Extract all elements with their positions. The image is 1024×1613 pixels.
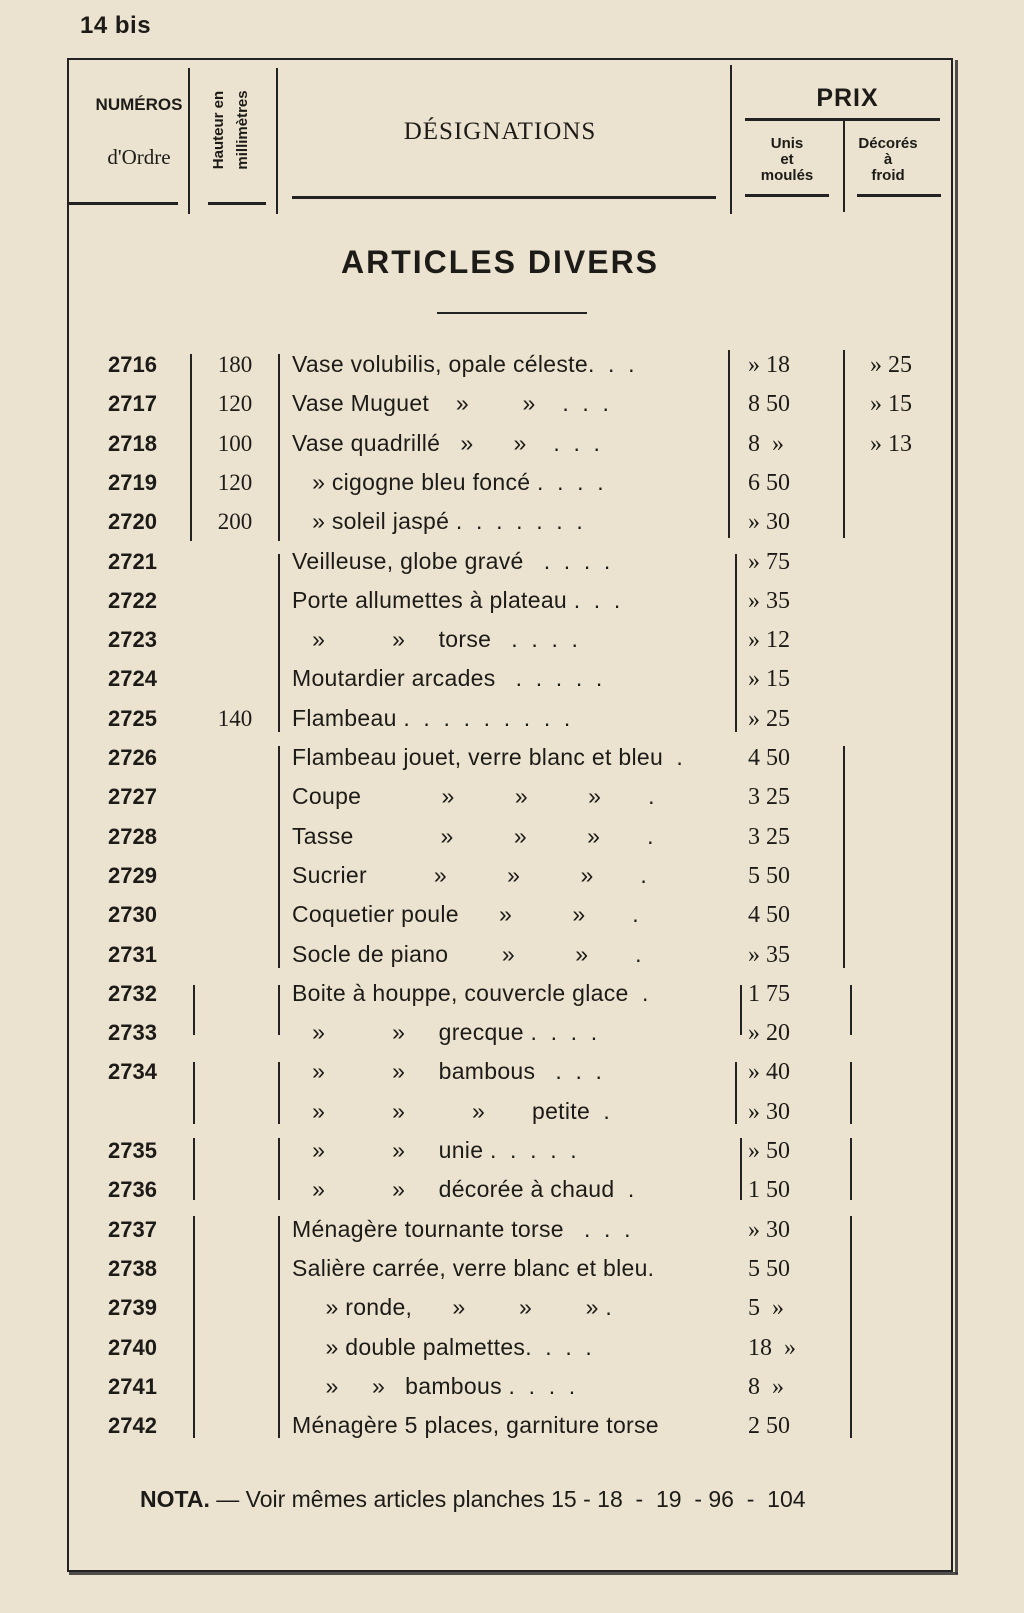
- price-unis: 1 50: [748, 1177, 790, 1204]
- item-height: 200: [217, 509, 253, 535]
- item-designation: Boite à houppe, couvercle glace .: [292, 979, 649, 1006]
- price-unis: » 30: [748, 1216, 790, 1243]
- table-row: [0, 820, 1024, 858]
- item-designation: Ménagère 5 places, garniture torse: [292, 1412, 659, 1439]
- item-number: 2716: [108, 352, 157, 377]
- item-number: 2722: [108, 587, 157, 613]
- item-height: 120: [217, 391, 253, 417]
- table-row: [0, 1409, 1024, 1447]
- item-designation: » » » petite .: [292, 1097, 611, 1124]
- item-number: 2734: [108, 1059, 157, 1085]
- item-designation: Sucrier » » » .: [292, 861, 648, 888]
- price-unis: » 75: [748, 548, 790, 575]
- price-unis: 5 50: [748, 862, 790, 889]
- table-row: [0, 780, 1024, 818]
- price-unis: » 25: [748, 705, 790, 732]
- item-designation: » » torse . . . .: [292, 626, 579, 653]
- item-number: 2724: [108, 666, 157, 692]
- table-row: [0, 702, 1024, 740]
- table-row: [0, 1016, 1024, 1054]
- item-number: 2740: [108, 1334, 157, 1360]
- item-number: 2732: [108, 980, 157, 1006]
- price-unis: » 35: [748, 941, 790, 968]
- item-number: 2736: [108, 1177, 157, 1203]
- header-divider: [843, 120, 845, 212]
- item-number: 2720: [108, 509, 157, 535]
- item-height: 120: [217, 469, 253, 495]
- prix-rule: [745, 118, 940, 121]
- header-divider: [730, 65, 732, 214]
- item-designation: Flambeau jouet, verre blanc et bleu .: [292, 744, 684, 770]
- price-unis: 5 50: [748, 1255, 790, 1282]
- header-prix: PRIX: [816, 84, 879, 112]
- item-number: 2728: [108, 823, 157, 849]
- table-row: [0, 1370, 1024, 1408]
- section-rule: [437, 312, 587, 314]
- item-height: 100: [217, 430, 253, 456]
- price-unis: » 20: [748, 1020, 790, 1047]
- item-designation: Socle de piano » » .: [292, 940, 642, 967]
- header-unis: Unis et moulés: [760, 135, 814, 184]
- item-number: 2733: [108, 1020, 157, 1046]
- item-designation: Vase volubilis, opale céleste. . .: [292, 351, 635, 377]
- price-unis: 2 50: [748, 1413, 790, 1440]
- price-unis: 3 25: [748, 784, 790, 811]
- price-decores: » 25: [870, 352, 912, 378]
- header-rule: [68, 202, 178, 205]
- table-row: [0, 1252, 1024, 1290]
- item-number: 2725: [108, 705, 157, 731]
- price-unis: 8 »: [748, 1373, 784, 1400]
- item-designation: Flambeau . . . . . . . . .: [292, 704, 571, 731]
- item-height: 180: [217, 352, 253, 377]
- item-number: 2727: [108, 784, 157, 810]
- item-designation: Vase quadrillé » » . . .: [292, 429, 601, 456]
- table-row: [0, 1291, 1024, 1329]
- item-number: 2719: [108, 469, 157, 495]
- price-unis: 5 »: [748, 1295, 784, 1322]
- header-rule: [292, 196, 716, 199]
- header-hauteur: Hauteur en millimètres: [210, 90, 251, 170]
- item-designation: Vase Muguet » » . . .: [292, 390, 610, 417]
- table-row: [0, 466, 1024, 504]
- price-decores: » 15: [870, 391, 912, 418]
- table-row: [0, 741, 1024, 779]
- price-unis: 18 »: [748, 1334, 796, 1361]
- table-row: [0, 1331, 1024, 1369]
- price-unis: » 15: [748, 666, 790, 693]
- item-number: 2730: [108, 902, 157, 928]
- table-row: [0, 1095, 1024, 1133]
- table-row: [0, 898, 1024, 936]
- item-designation: » double palmettes. . . .: [292, 1333, 593, 1360]
- item-number: 2717: [108, 391, 157, 417]
- table-row: [0, 1134, 1024, 1172]
- item-number: 2718: [108, 430, 157, 456]
- header-numeros: NUMÉROS: [95, 95, 183, 114]
- price-unis: » 18: [748, 352, 790, 378]
- price-unis: » 40: [748, 1059, 790, 1086]
- item-designation: » » grecque . . . .: [292, 1019, 598, 1046]
- item-designation: Porte allumettes à plateau . . .: [292, 586, 621, 613]
- price-unis: » 30: [748, 1098, 790, 1125]
- item-number: 2731: [108, 941, 157, 967]
- item-number: 2729: [108, 862, 157, 888]
- table-row: [0, 938, 1024, 976]
- price-unis: 6 50: [748, 469, 790, 496]
- item-designation: » » unie . . . . .: [292, 1137, 577, 1163]
- header-divider: [276, 68, 278, 214]
- table-row: [0, 427, 1024, 465]
- price-unis: » 35: [748, 587, 790, 614]
- price-unis: » 50: [748, 1138, 790, 1164]
- table-row: [0, 505, 1024, 543]
- frame-shadow-bottom: [69, 1572, 958, 1575]
- table-row: [0, 662, 1024, 700]
- item-designation: Moutardier arcades . . . . .: [292, 665, 603, 692]
- item-height: 140: [217, 705, 253, 731]
- price-unis: 4 50: [748, 745, 790, 771]
- header-ordre: d'Ordre: [107, 145, 171, 169]
- table-row: [0, 1055, 1024, 1093]
- item-designation: Tasse » » » .: [292, 822, 654, 849]
- header-rule: [745, 194, 829, 197]
- table-row: [0, 387, 1024, 425]
- price-unis: » 12: [748, 627, 790, 654]
- item-designation: » ronde, » » » .: [292, 1294, 613, 1321]
- nota-label: NOTA.: [140, 1486, 210, 1512]
- item-designation: » » bambous . . .: [292, 1058, 603, 1085]
- item-designation: » cigogne bleu foncé . . . .: [292, 468, 604, 495]
- price-unis: 8 50: [748, 391, 790, 418]
- header-rule: [857, 194, 941, 197]
- price-unis: » 30: [748, 509, 790, 536]
- item-designation: Coquetier poule » » .: [292, 901, 639, 928]
- item-number: 2721: [108, 548, 157, 574]
- header-designations: DÉSIGNATIONS: [403, 118, 597, 145]
- item-designation: Coupe » » » .: [292, 783, 655, 810]
- item-number: 2741: [108, 1373, 157, 1399]
- table-row: [0, 1213, 1024, 1251]
- table-row: [0, 584, 1024, 622]
- item-number: 2738: [108, 1255, 157, 1281]
- item-designation: » » bambous . . . .: [292, 1372, 576, 1399]
- item-number: 2739: [108, 1295, 157, 1321]
- nota: [140, 1486, 900, 1513]
- header-rule: [208, 202, 266, 205]
- table-row: [0, 1173, 1024, 1211]
- item-number: 2742: [108, 1413, 157, 1439]
- table-row: [0, 348, 1024, 386]
- price-decores: » 13: [870, 430, 912, 457]
- nota-text: — Voir mêmes articles planches 15 - 18 - 19 - 96 - 104: [209, 1486, 806, 1512]
- item-designation: Ménagère tournante torse . . .: [292, 1215, 631, 1242]
- item-number: 2735: [108, 1138, 157, 1163]
- table-row: [0, 977, 1024, 1015]
- item-number: 2723: [108, 627, 157, 653]
- price-unis: 4 50: [748, 902, 790, 929]
- table-row: [0, 545, 1024, 583]
- header-divider: [188, 68, 190, 214]
- table-row: [0, 859, 1024, 897]
- item-designation: » soleil jaspé . . . . . . .: [292, 508, 584, 535]
- table-row: [0, 623, 1024, 661]
- page-number: 14 bis: [80, 12, 152, 39]
- item-designation: Salière carrée, verre blanc et bleu.: [292, 1254, 655, 1281]
- price-unis: 3 25: [748, 823, 790, 850]
- item-designation: Veilleuse, globe gravé . . . .: [292, 547, 611, 574]
- item-number: 2726: [108, 745, 157, 770]
- section-title: ARTICLES DIVERS: [340, 244, 660, 280]
- price-unis: 1 75: [748, 980, 790, 1007]
- header-decores: Décorés à froid: [858, 135, 918, 184]
- item-designation: » » décorée à chaud .: [292, 1176, 635, 1203]
- item-number: 2737: [108, 1216, 157, 1242]
- price-unis: 8 »: [748, 430, 784, 457]
